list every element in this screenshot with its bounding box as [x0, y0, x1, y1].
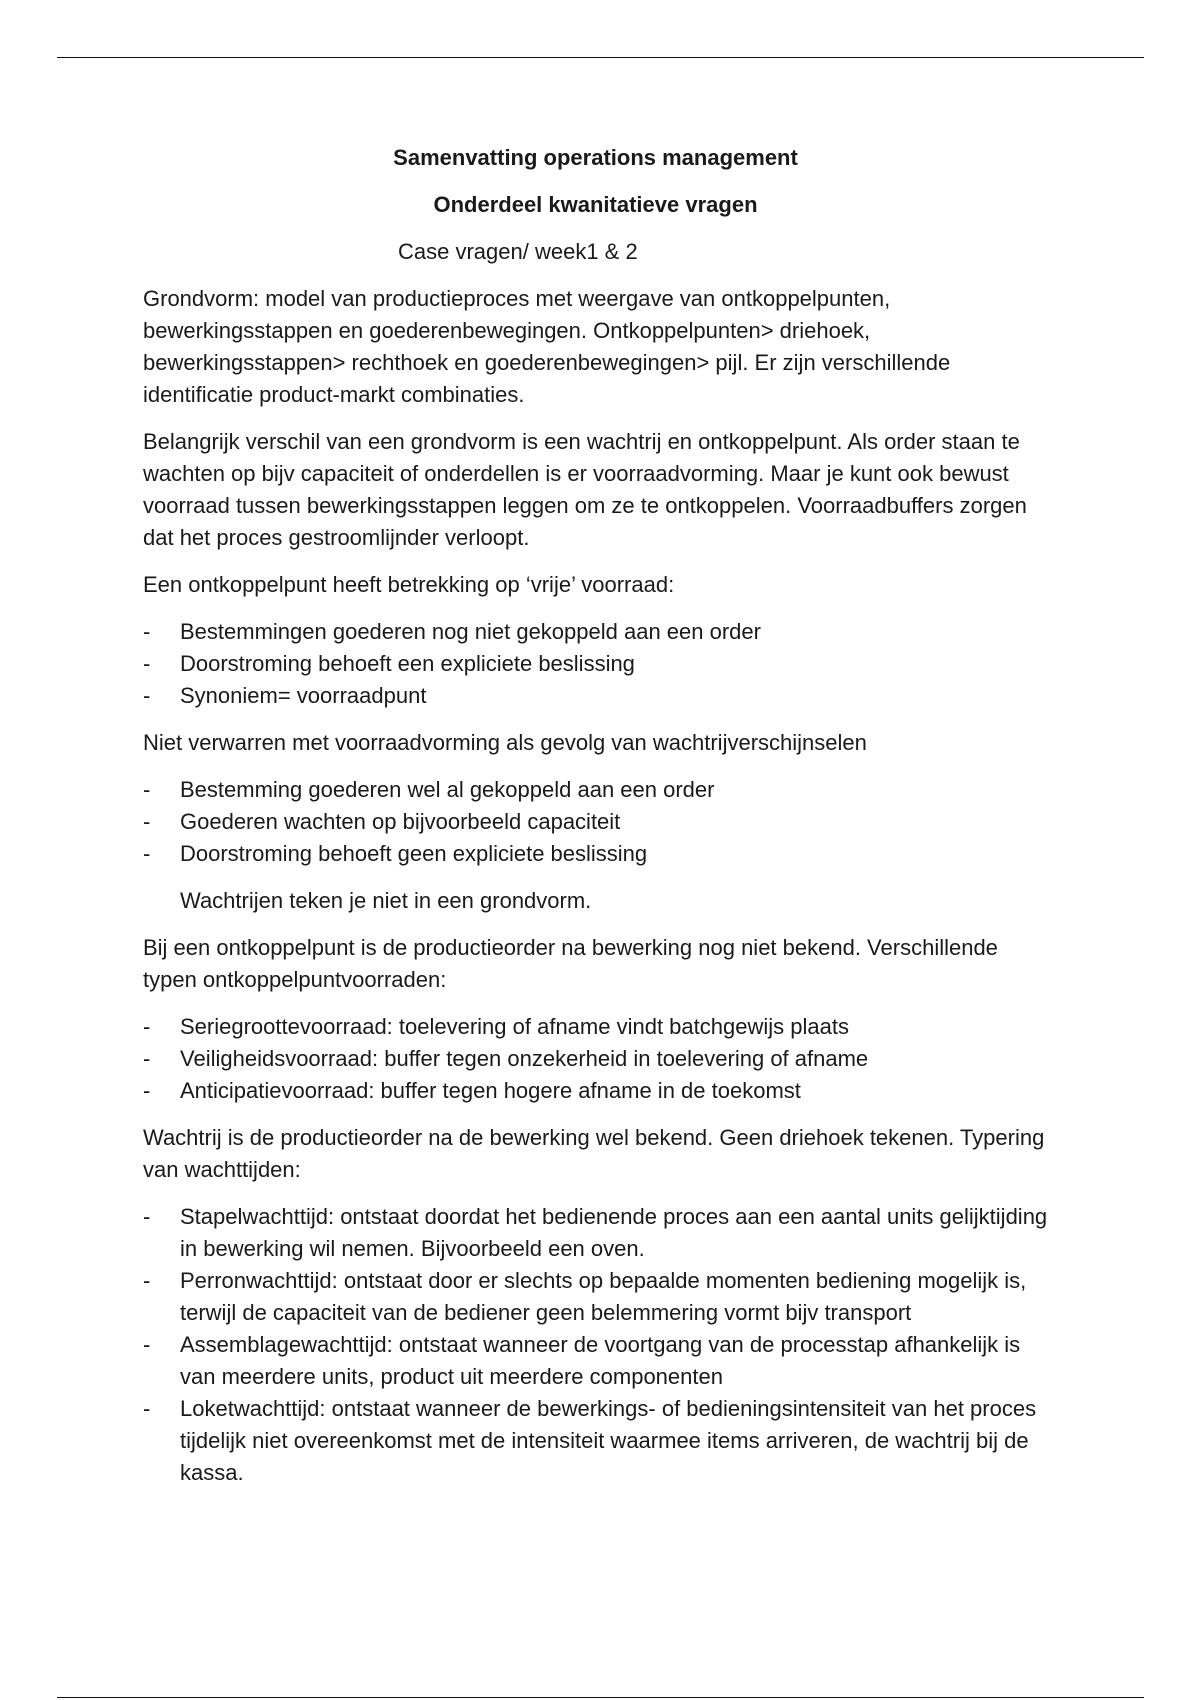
list-item: - Loketwachttijd: ontstaat wanneer de bewerkings- of bedieningsintensiteit van het proces tijdelijk niet overeenkomst met de intensiteit waarmee items arriveren, de wachtrij bij de kassa.: [143, 1393, 1048, 1489]
list-item: - Goederen wachten op bijvoorbeeld capaciteit: [143, 806, 1048, 838]
list-item: - Bestemming goederen wel al gekoppeld aan een order: [143, 774, 1048, 806]
list-vrije-voorraad: [143, 616, 1048, 712]
list-item: - Seriegroottevoorraad: toelevering of afname vindt batchgewijs plaats: [143, 1011, 1048, 1043]
list-item: - Stapelwachttijd: ontstaat doordat het bedienende proces aan een aantal units gelijktijding in bewerking wil nemen. Bijvoorbeeld een oven.: [143, 1201, 1048, 1265]
list-item: - Veiligheidsvoorraad: buffer tegen onzekerheid in toelevering of afname: [143, 1043, 1048, 1075]
document-subtitle: Onderdeel kwanitatieve vragen: [433, 192, 758, 217]
list-item: - Doorstroming behoeft een expliciete beslissing: [143, 648, 1048, 680]
list-item: - Assemblagewachttijd: ontstaat wanneer de voortgang van de processtap afhankelijk is van meerdere units, product uit meerdere componenten: [143, 1329, 1048, 1393]
paragraph-ontkoppelpunt: Een ontkoppelpunt heeft betrekking op ‘vrije’ voorraad:: [143, 572, 675, 597]
paragraph-niet-verwarren: Niet verwarren met voorraadvorming als gevolg van wachtrijverschijnselen: [143, 730, 867, 755]
list-wachtrij-voorraad: [143, 774, 1048, 870]
paragraph-wachtrij: Wachtrij is de productieorder na de bewerking wel bekend. Geen driehoek tekenen. Typering van wachttijden:: [143, 1125, 1045, 1182]
paragraph-productieorder: Bij een ontkoppelpunt is de productieorder na bewerking nog niet bekend. Verschillende typen ontkoppelpuntvoorraden:: [143, 935, 998, 992]
list-wachttijden: [143, 1201, 1048, 1489]
paragraph-verschil: Belangrijk verschil van een grondvorm is een wachtrij en ontkoppelpunt. Als order staan te wachten op bijv capaciteit of onderdellen is er voorraadvorming. Maar je kunt ook bewust voorraad tussen bewerkingsstappen leggen om ze te ontkoppelen. Voorraadbuffers zorgen dat het proces gestroomlijnder verloopt.: [143, 429, 1027, 550]
document-body: [143, 142, 1048, 1504]
footer-rule: [57, 1697, 1144, 1698]
list-item: - Doorstroming behoeft geen expliciete beslissing: [143, 838, 1048, 870]
list-item: - Synoniem= voorraadpunt: [143, 680, 1048, 712]
case-line: Case vragen/ week1 & 2: [398, 239, 638, 264]
paragraph-grondvorm: Grondvorm: model van productieproces met weergave van ontkoppelpunten, bewerkingsstappen en goederenbewegingen. Ontkoppelpunten> driehoek, bewerkingsstappen> rechthoek en goederenbewegingen> pijl. Er zijn verschillende identificatie product-markt combinaties.: [143, 286, 951, 407]
paragraph-wachtrijen-teken: Wachtrijen teken je niet in een grondvorm.: [180, 888, 592, 913]
header-rule: [57, 57, 1144, 58]
document-title: Samenvatting operations management: [393, 145, 798, 170]
list-item: - Perronwachttijd: ontstaat door er slechts op bepaalde momenten bediening mogelijk is, terwijl de capaciteit van de bediener geen belemmering vormt bijv transport: [143, 1265, 1048, 1329]
list-voorraadtypen: [143, 1011, 1048, 1107]
list-item: - Bestemmingen goederen nog niet gekoppeld aan een order: [143, 616, 1048, 648]
list-item: - Anticipatievoorraad: buffer tegen hogere afname in de toekomst: [143, 1075, 1048, 1107]
